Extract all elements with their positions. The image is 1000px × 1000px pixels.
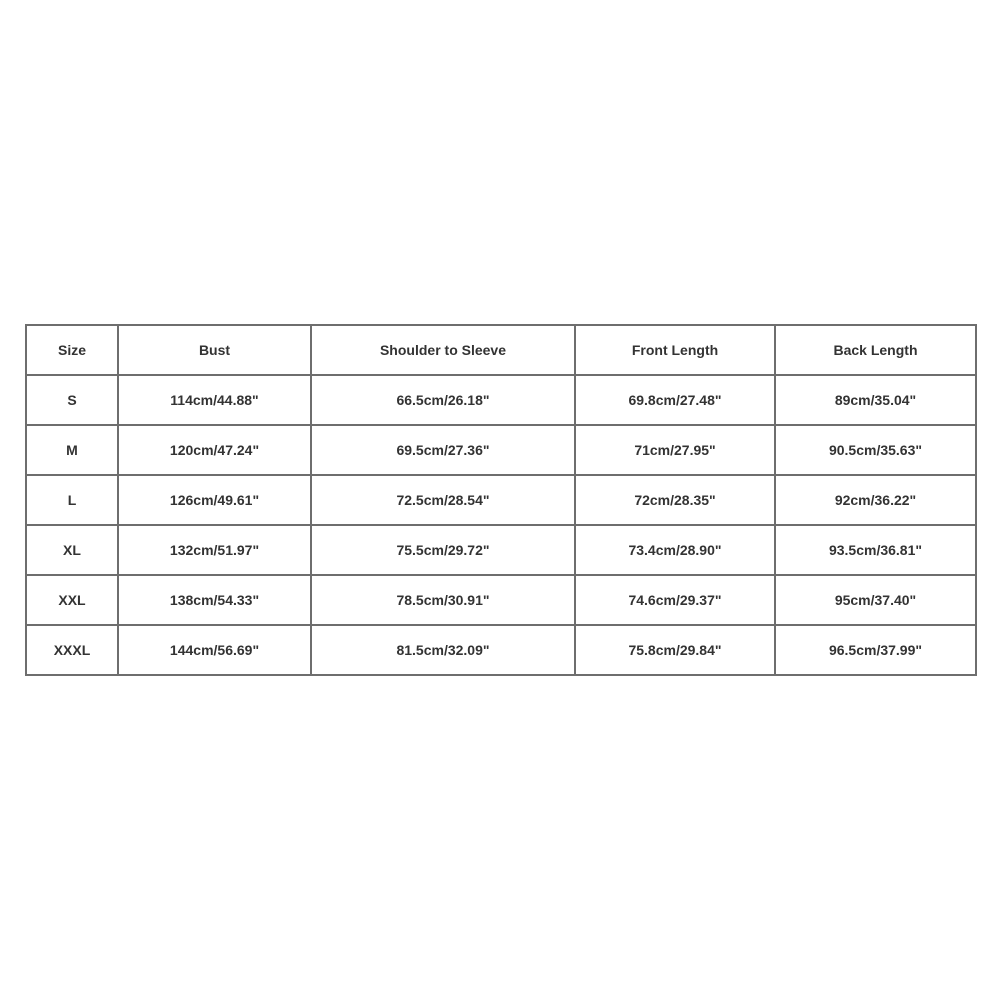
cell-shoulder-to-sleeve: 78.5cm/30.91"	[311, 575, 575, 625]
header-size: Size	[26, 325, 118, 375]
cell-size: XL	[26, 525, 118, 575]
cell-back-length: 92cm/36.22"	[775, 475, 976, 525]
header-front-length: Front Length	[575, 325, 775, 375]
table-row	[26, 425, 976, 475]
cell-shoulder-to-sleeve: 69.5cm/27.36"	[311, 425, 575, 475]
cell-bust: 138cm/54.33"	[118, 575, 311, 625]
cell-shoulder-to-sleeve: 81.5cm/32.09"	[311, 625, 575, 675]
cell-bust: 126cm/49.61"	[118, 475, 311, 525]
header-row	[26, 325, 976, 375]
cell-front-length: 75.8cm/29.84"	[575, 625, 775, 675]
cell-bust: 132cm/51.97"	[118, 525, 311, 575]
cell-bust: 144cm/56.69"	[118, 625, 311, 675]
cell-size: M	[26, 425, 118, 475]
cell-front-length: 71cm/27.95"	[575, 425, 775, 475]
table-row	[26, 625, 976, 675]
header-shoulder-to-sleeve: Shoulder to Sleeve	[311, 325, 575, 375]
table-row	[26, 575, 976, 625]
cell-shoulder-to-sleeve: 75.5cm/29.72"	[311, 525, 575, 575]
table-row	[26, 525, 976, 575]
cell-size: S	[26, 375, 118, 425]
cell-size: XXL	[26, 575, 118, 625]
cell-back-length: 95cm/37.40"	[775, 575, 976, 625]
cell-back-length: 89cm/35.04"	[775, 375, 976, 425]
cell-shoulder-to-sleeve: 66.5cm/26.18"	[311, 375, 575, 425]
cell-front-length: 74.6cm/29.37"	[575, 575, 775, 625]
cell-front-length: 69.8cm/27.48"	[575, 375, 775, 425]
cell-back-length: 90.5cm/35.63"	[775, 425, 976, 475]
cell-front-length: 72cm/28.35"	[575, 475, 775, 525]
cell-back-length: 93.5cm/36.81"	[775, 525, 976, 575]
cell-bust: 120cm/47.24"	[118, 425, 311, 475]
cell-back-length: 96.5cm/37.99"	[775, 625, 976, 675]
cell-front-length: 73.4cm/28.90"	[575, 525, 775, 575]
cell-size: XXXL	[26, 625, 118, 675]
cell-shoulder-to-sleeve: 72.5cm/28.54"	[311, 475, 575, 525]
cell-size: L	[26, 475, 118, 525]
header-bust: Bust	[118, 325, 311, 375]
header-back-length: Back Length	[775, 325, 976, 375]
cell-bust: 114cm/44.88"	[118, 375, 311, 425]
table-row	[26, 375, 976, 425]
size-chart-table	[25, 324, 977, 676]
table-row	[26, 475, 976, 525]
